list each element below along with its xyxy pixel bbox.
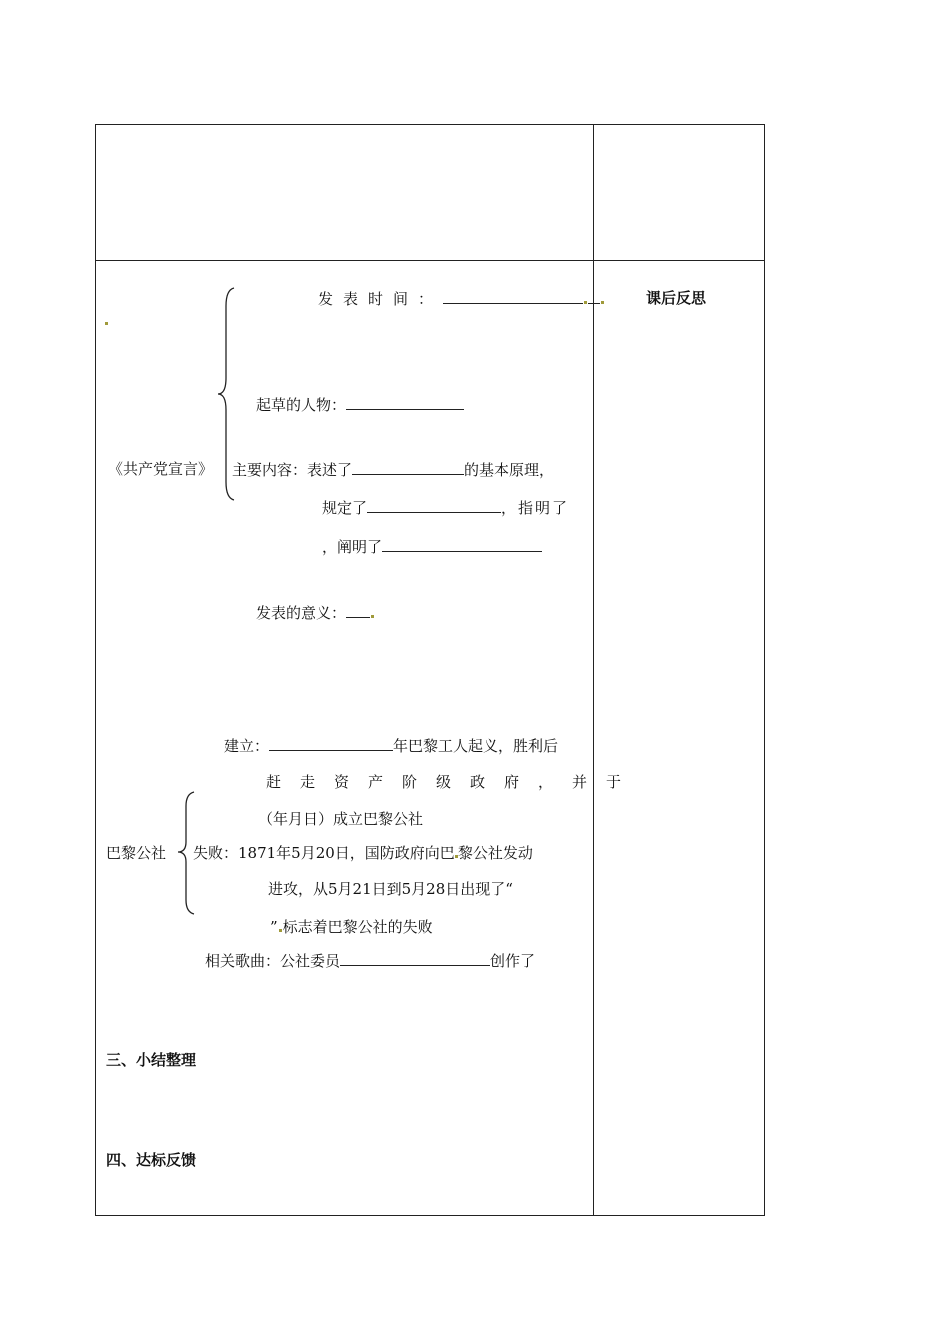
failure-line-2: 进攻，从5月21日到5月28日出现了“: [268, 880, 513, 898]
failure-row: [193, 843, 533, 863]
failure-b: 黎公社发动: [457, 844, 533, 862]
failure-line-3: [270, 917, 433, 937]
reflection-title: 课后反思: [646, 289, 707, 307]
content-row-1: [232, 459, 554, 480]
commune-label: 巴黎公社: [106, 844, 167, 862]
content-blank-2: [367, 497, 501, 513]
summary-heading: 三、小结整理: [106, 1051, 197, 1069]
drafter-blank: [346, 394, 464, 410]
feedback-heading: 四、达标反馈: [106, 1151, 197, 1169]
top-right-cell: [593, 124, 765, 261]
significance-blank: [346, 602, 370, 618]
song-a: 相关歌曲：公社委员: [205, 952, 341, 970]
content-label: 主要内容：表述了: [232, 461, 353, 479]
failure-3b: 标志着巴黎公社的失败: [282, 918, 433, 936]
publish-time-row: [318, 288, 605, 309]
drafter-row: [256, 394, 464, 415]
stray-dot: [105, 322, 108, 325]
content-3: ，阐明了: [322, 538, 383, 556]
song-row: [205, 950, 535, 971]
content-row-2: [322, 497, 569, 518]
establish-b: 年巴黎工人起义，胜利后: [393, 737, 559, 755]
content-2b: ，指明了: [501, 499, 570, 517]
publish-time-blank: [443, 288, 583, 304]
content-blank-3: [382, 536, 542, 552]
significance-row: [256, 602, 375, 623]
establish-row: [224, 735, 558, 756]
content-tail: 的基本原理，: [464, 461, 555, 479]
dot-icon: [279, 929, 282, 932]
significance-label: 发表的意义：: [256, 604, 347, 622]
drafter-label: 起草的人物：: [256, 396, 347, 414]
dot-icon: [601, 301, 604, 304]
dot-icon: [371, 615, 374, 618]
top-left-cell: [95, 124, 594, 261]
content-row-3: [322, 536, 542, 557]
failure-3a: ”: [270, 918, 278, 936]
content-2a: 规定了: [322, 499, 368, 517]
establish-line-3: （年月日）成立巴黎公社: [258, 810, 424, 828]
manifesto-label: 《共产党宣言》: [108, 460, 214, 478]
reflection-cell: [593, 260, 765, 1216]
establish-a: 建立：: [224, 737, 270, 755]
establish-line-2: 赶走资产阶级政府，并于: [266, 773, 641, 791]
establish-blank: [269, 735, 393, 751]
dot-icon: [584, 301, 587, 304]
publish-time-label: 发表时间：: [318, 290, 444, 308]
failure-a: 失败：1871年5月20日，国防政府向巴: [193, 844, 455, 862]
song-blank: [340, 950, 490, 966]
song-b: 创作了: [490, 952, 536, 970]
content-blank-1: [352, 459, 464, 475]
publish-time-blank-2: [588, 288, 600, 304]
